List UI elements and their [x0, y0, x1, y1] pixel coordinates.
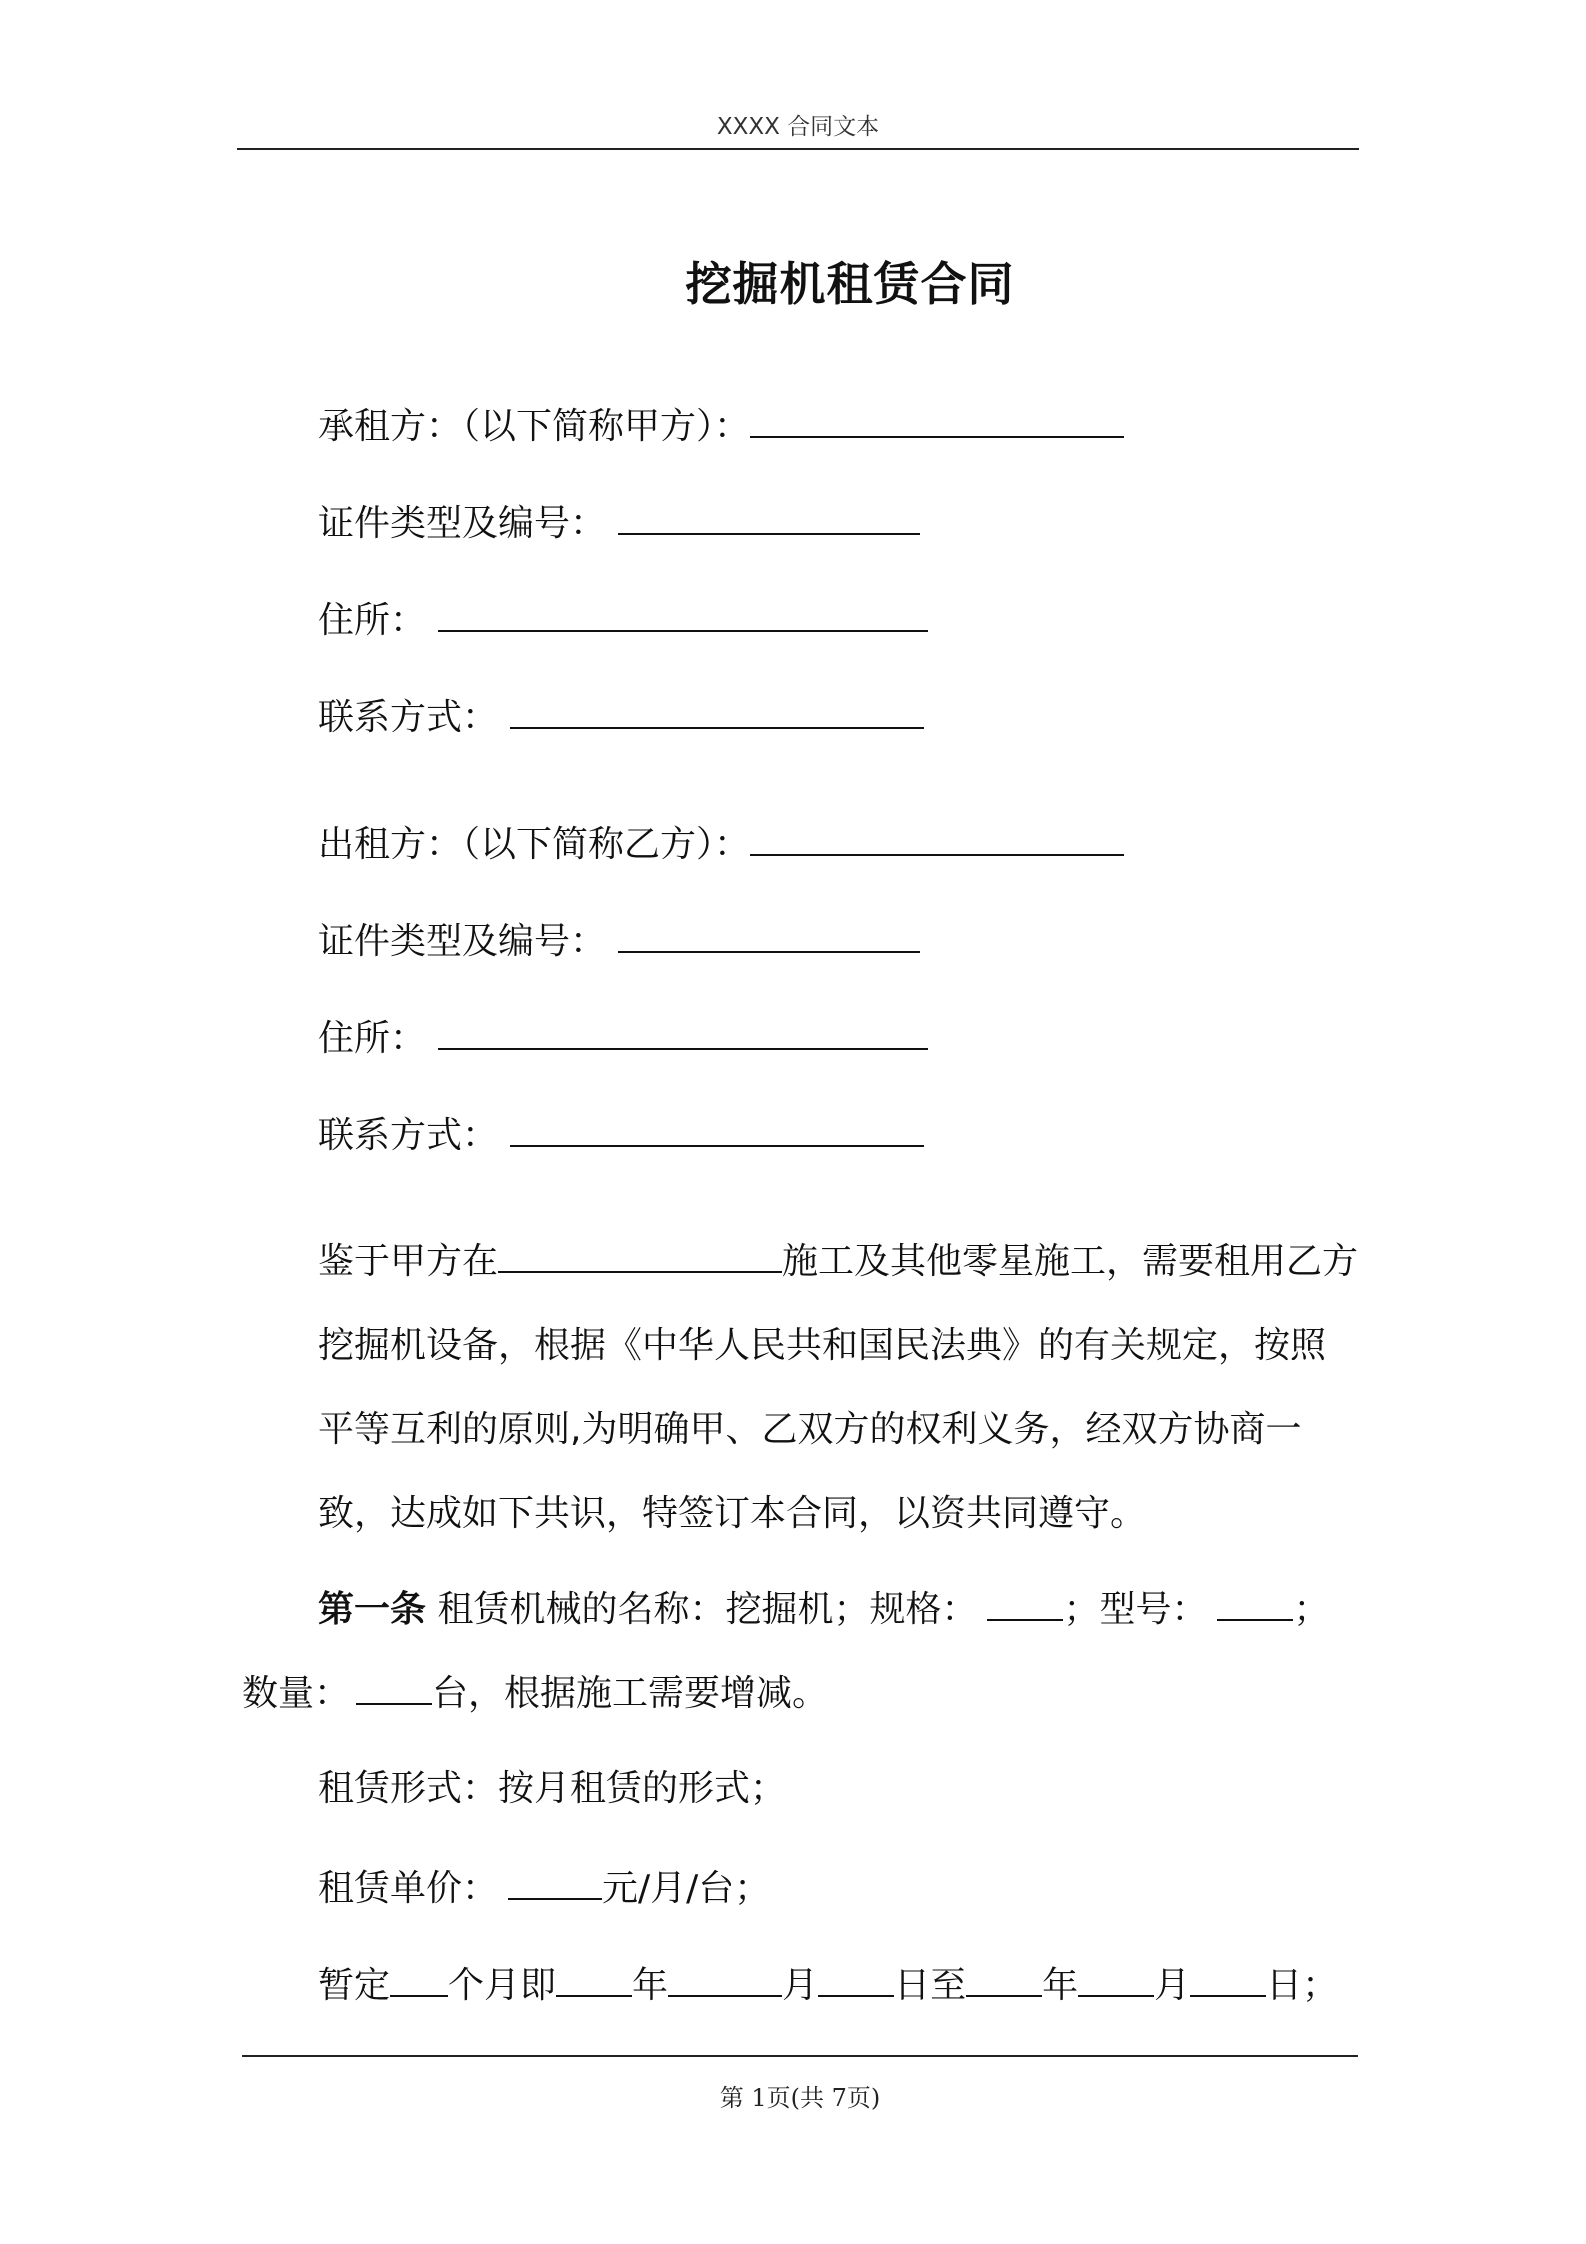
rental-form-row — [318, 1765, 786, 1813]
spec-blank[interactable] — [987, 1583, 1063, 1621]
preamble-text-1: 鉴于甲方在 — [318, 1241, 499, 1282]
unit-price-suffix: 元/月/台； — [602, 1868, 771, 1909]
rental-form-text: 租赁形式：按月租赁的形式； — [318, 1768, 787, 1809]
page-header: XXXX 合同文本 — [716, 114, 880, 140]
party-b-id-row — [318, 915, 920, 966]
term-text-3: 年 — [632, 1965, 669, 2006]
term-months-blank[interactable] — [390, 1959, 448, 1997]
end-day-blank[interactable] — [1190, 1959, 1266, 1997]
term-text-4: 月 — [782, 1965, 819, 2006]
party-a-contact-blank[interactable] — [510, 691, 924, 729]
start-day-blank[interactable] — [818, 1959, 894, 1997]
article-1-model-text: ；型号： — [1063, 1589, 1208, 1630]
unit-price-row — [318, 1862, 770, 1913]
party-a-contact-label: 联系方式： — [318, 697, 499, 738]
party-b-id-label: 证件类型及编号： — [318, 921, 607, 962]
term-text-7: 月 — [1154, 1965, 1191, 2006]
party-b-name-blank[interactable] — [750, 818, 1124, 856]
quantity-suffix: 台，根据施工需要增减。 — [432, 1673, 829, 1714]
unit-price-blank[interactable] — [508, 1862, 602, 1900]
quantity-blank[interactable] — [356, 1667, 432, 1705]
party-b-address-row — [318, 1012, 928, 1063]
project-name-blank[interactable] — [498, 1235, 782, 1273]
party-b-contact-row — [318, 1109, 924, 1160]
term-text-2: 个月即 — [448, 1965, 557, 2006]
unit-price-label: 租赁单价： — [318, 1868, 499, 1909]
article-1-heading: 第一条 — [318, 1589, 427, 1630]
article-1-semicolon: ； — [1293, 1589, 1330, 1630]
preamble-paragraph — [242, 1220, 1360, 1556]
party-b-contact-blank[interactable] — [510, 1109, 924, 1147]
party-b-row — [318, 818, 1124, 869]
article-1 — [242, 1568, 1360, 1736]
start-month-blank[interactable] — [668, 1959, 782, 1997]
quantity-label: 数量： — [242, 1673, 351, 1714]
party-b-address-blank[interactable] — [438, 1012, 928, 1050]
party-a-id-row — [318, 497, 920, 548]
end-month-blank[interactable] — [1078, 1959, 1154, 1997]
party-a-row — [318, 400, 1124, 451]
party-a-label: 承租方：（以下简称甲方）： — [318, 406, 751, 447]
start-year-blank[interactable] — [556, 1959, 632, 1997]
party-a-address-row — [318, 594, 928, 645]
page-number: 第 1页(共 7页) — [719, 2084, 881, 2112]
party-a-address-label: 住所： — [318, 600, 427, 641]
preamble-text-2: 施工及其他零星施工，需要租用乙方挖掘机设备，根据《中华人民共和国民法典》的有关规定，按照平等互利的原则,为明确甲、乙双方的权利义务，经双方协商一致，达成如下共识，特签订本合同，以资共同遵守。 — [318, 1241, 1359, 1534]
term-text-5: 日至 — [894, 1965, 967, 2006]
party-b-label: 出租方：（以下简称乙方）： — [318, 824, 751, 865]
model-blank[interactable] — [1217, 1583, 1293, 1621]
header-rule — [237, 148, 1359, 150]
footer-rule — [242, 2055, 1358, 2057]
end-year-blank[interactable] — [966, 1959, 1042, 1997]
term-text-8: 日； — [1266, 1965, 1339, 2006]
party-b-address-label: 住所： — [318, 1018, 427, 1059]
party-a-contact-row — [318, 691, 924, 742]
party-b-id-blank[interactable] — [618, 915, 920, 953]
document-title: 挖掘机租赁合同 — [685, 257, 1015, 311]
article-1-name-text: 租赁机械的名称：挖掘机；规格： — [426, 1589, 978, 1630]
party-a-address-blank[interactable] — [438, 594, 928, 632]
party-a-name-blank[interactable] — [750, 400, 1124, 438]
term-text-1: 暂定 — [318, 1965, 391, 2006]
term-row — [318, 1959, 1338, 2010]
party-b-contact-label: 联系方式： — [318, 1115, 499, 1156]
term-text-6: 年 — [1042, 1965, 1079, 2006]
party-a-id-label: 证件类型及编号： — [318, 503, 607, 544]
party-a-id-blank[interactable] — [618, 497, 920, 535]
